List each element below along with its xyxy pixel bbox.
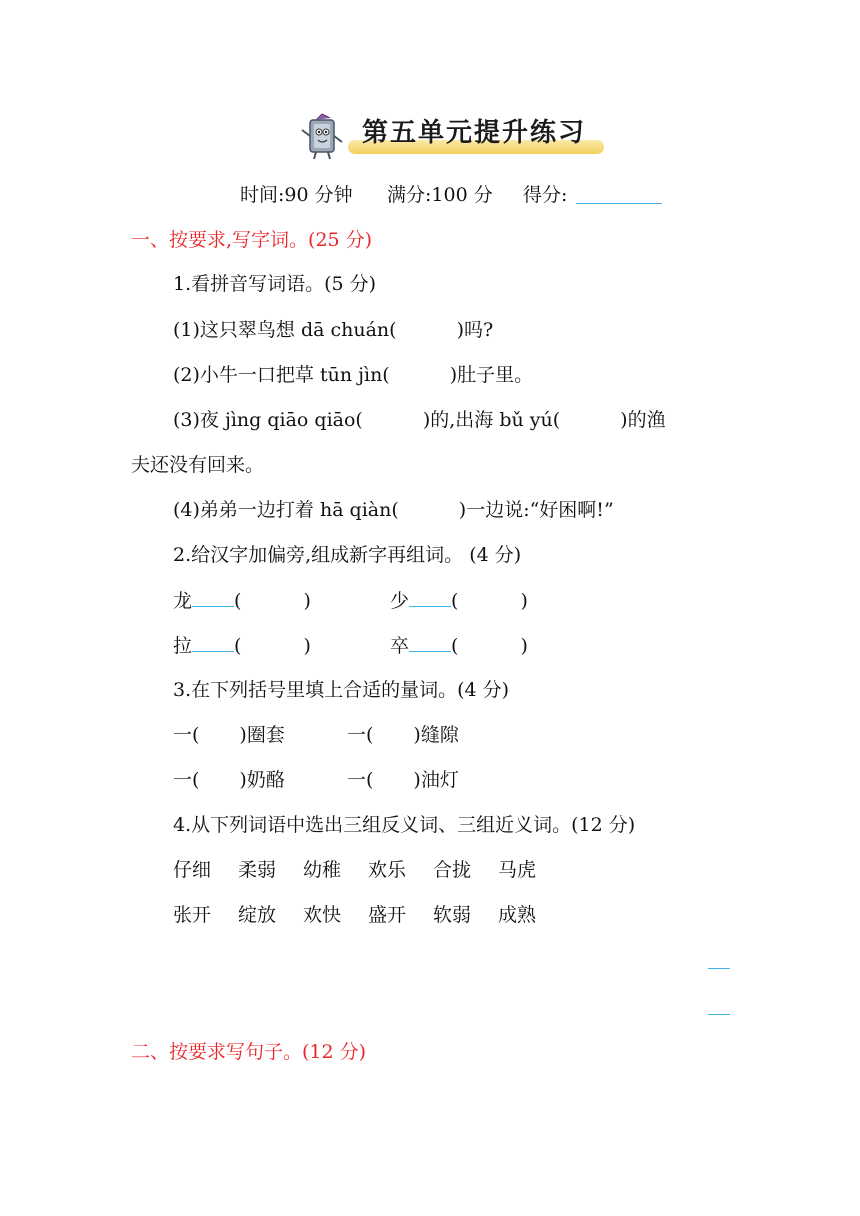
q4-word: 成熟 [498,904,537,926]
q4-word: 马虎 [498,859,537,881]
q1-item-2-text: (2)小牛一口把草 tūn jìn( [173,364,390,386]
q4-word-row-1 [173,858,563,882]
q3-prefix: 一( [347,769,374,791]
q1-item-4 [173,498,614,522]
time-limit: 时间:90 分钟 [240,184,353,206]
q4-word: 合拢 [433,859,472,881]
q2-char: 龙 [173,590,193,612]
q4-word: 欢快 [303,904,342,926]
q3-item-1 [173,723,285,747]
q2-item-2 [390,588,528,613]
synonym-answer-line[interactable] [708,1014,730,1015]
page-title: 第五单元提升练习 [362,118,587,148]
q3-word: )圈套 [239,724,285,746]
q1-title: 1.看拼音写词语。(5 分) [173,273,377,295]
q2-char: 拉 [173,635,193,657]
open-paren: ( [234,635,242,657]
q1-item-3-wrap: 夫还没有回来。 [131,454,265,476]
q3-word: )油灯 [413,769,459,791]
close-paren: ) [303,635,311,657]
q4-word: 欢乐 [368,859,407,881]
section1-heading: 一、按要求,写字词。(25 分) [131,229,373,251]
q4-word: 软弱 [433,904,472,926]
radical-blank[interactable] [192,588,234,607]
q3-item-3 [173,768,285,792]
q4-word: 盛开 [368,904,407,926]
q4-word: 张开 [173,904,212,926]
q4-word: 绽放 [238,904,277,926]
q1-item-2 [173,363,533,387]
q1-item-1-text: (1)这只翠鸟想 dā chuán( [173,319,397,341]
open-paren: ( [234,590,242,612]
q4-word-row-2 [173,903,563,927]
q3-word: )缝隙 [413,724,459,746]
q3-prefix: 一( [173,769,200,791]
q4-title: 4.从下列词语中选出三组反义词、三组近义词。(12 分) [173,814,636,836]
book-mascot-icon [296,112,348,162]
q2-item-3 [173,633,311,658]
q1-item-3-text: (3)夜 jìng qiāo qiāo( [173,409,363,431]
radical-blank[interactable] [409,588,451,607]
close-paren: ) [520,635,528,657]
q2-char: 卒 [390,635,410,657]
antonym-answer-line[interactable] [708,968,730,969]
q4-word: 柔弱 [238,859,277,881]
q2-item-4 [390,633,528,658]
q1-item-2-end: )肚子里。 [449,364,534,386]
radical-blank[interactable] [409,633,451,652]
q1-item-3-mid: )的,出海 bǔ yú( [422,409,561,431]
q2-item-1 [173,588,311,613]
q3-title: 3.在下列括号里填上合适的量词。(4 分) [173,679,510,701]
q4-word: 幼稚 [303,859,342,881]
full-score: 满分:100 分 [387,184,493,206]
q1-item-4-end: )一边说:“好困啊!” [458,499,614,521]
q1-item-3 [173,408,666,432]
q1-item-1 [173,318,493,342]
score-label: 得分: [523,184,568,206]
q2-title: 2.给汉字加偏旁,组成新字再组词。 (4 分) [173,544,522,566]
q2-char: 少 [390,590,410,612]
open-paren: ( [451,590,459,612]
q3-prefix: 一( [347,724,374,746]
radical-blank[interactable] [192,633,234,652]
section2-heading: 二、按要求写句子。(12 分) [131,1041,367,1063]
title-banner [296,112,616,162]
score-blank[interactable] [576,203,662,204]
q4-word: 仔细 [173,859,212,881]
close-paren: ) [520,590,528,612]
q3-item-4 [347,768,459,792]
close-paren: ) [303,590,311,612]
q1-item-1-end: )吗? [456,319,494,341]
open-paren: ( [451,635,459,657]
q3-prefix: 一( [173,724,200,746]
q3-item-2 [347,723,459,747]
q1-item-4-text: (4)弟弟一边打着 hā qiàn( [173,499,399,521]
q1-item-3-end: )的渔 [620,409,666,431]
q3-word: )奶酪 [239,769,285,791]
